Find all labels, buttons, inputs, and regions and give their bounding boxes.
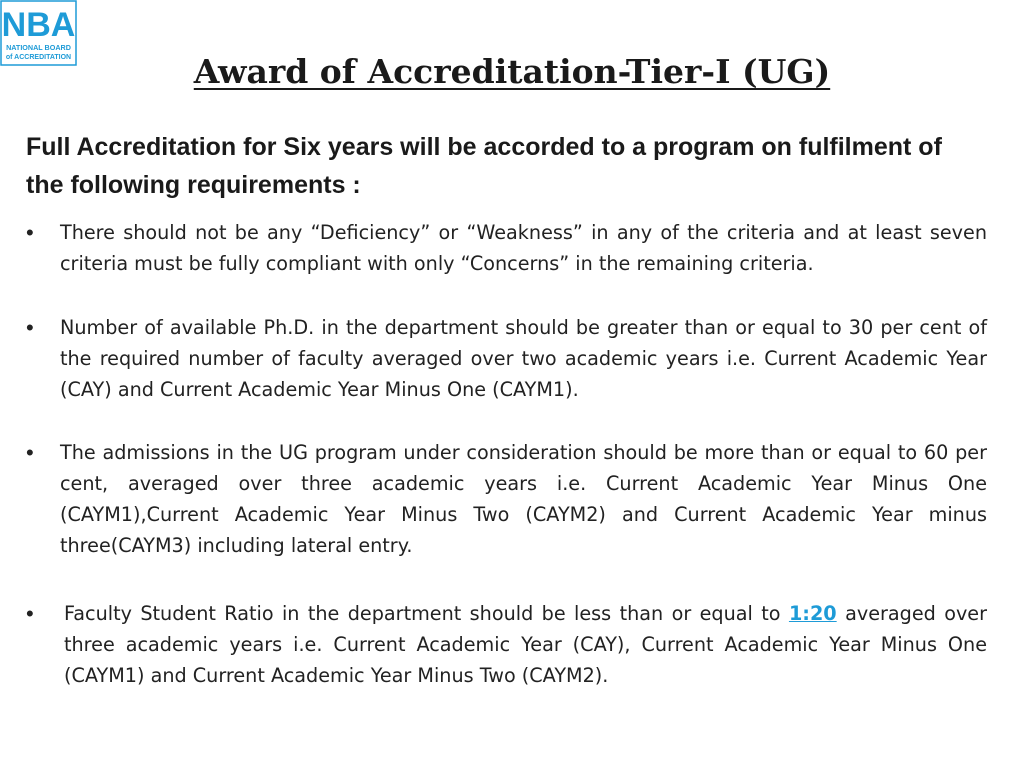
- logo-line-2: of ACCREDITATION: [5, 54, 72, 61]
- faculty-student-ratio-value: 1:20: [788, 602, 837, 625]
- requirement-text-before: Faculty Student Ratio in the department should be less than or equal to: [64, 602, 789, 625]
- logo-mark-text: NBA: [1, 6, 76, 44]
- requirement-item-4: [26, 598, 988, 694]
- bullet-marker: •: [26, 440, 34, 465]
- bullet-marker: •: [26, 315, 34, 340]
- requirement-text-after: averaged over three academic years i.e. Current Academic Year (CAY), Current Academic Year Minus One (CAYM1) and Current Academic Year Minus Two (CAYM2).: [64, 602, 988, 687]
- requirement-item-2: [26, 312, 988, 408]
- page-title: [0, 52, 1024, 91]
- page-title-text: Award of Accreditation-Tier-I (UG): [193, 52, 831, 91]
- requirement-item-1: [26, 217, 988, 281]
- requirement-text: The admissions in the UG program under consideration should be more than or equal to 60 per cent, averaged over three academic years i.e. Current Academic Year Minus One (CAYM1),Current Academic Year Minus Two (CAYM2) and Current Academic Year minus three(CAYM3) including lateral entry.: [60, 441, 987, 557]
- bullet-marker: •: [26, 601, 34, 626]
- requirement-text: Number of available Ph.D. in the department should be greater than or equal to 30 per cent of the required number of faculty averaged over two academic years i.e. Current Academic Year (CAY) and Current Academic Year Minus One (CAYM1).: [60, 316, 987, 401]
- requirement-text: There should not be any “Deficiency” or “Weakness” in any of the criteria and at least seven criteria must be fully compliant with only “Concerns” in the remaining criteria.: [60, 221, 987, 275]
- logo-line-1: NATIONAL BOARD: [6, 43, 71, 52]
- bullet-marker: •: [26, 220, 34, 245]
- requirement-item-3: [26, 437, 988, 565]
- subheading: Full Accreditation for Six years will be accorded to a program on fulfilment of the following requirements :: [26, 133, 942, 199]
- requirement-text: [64, 598, 987, 691]
